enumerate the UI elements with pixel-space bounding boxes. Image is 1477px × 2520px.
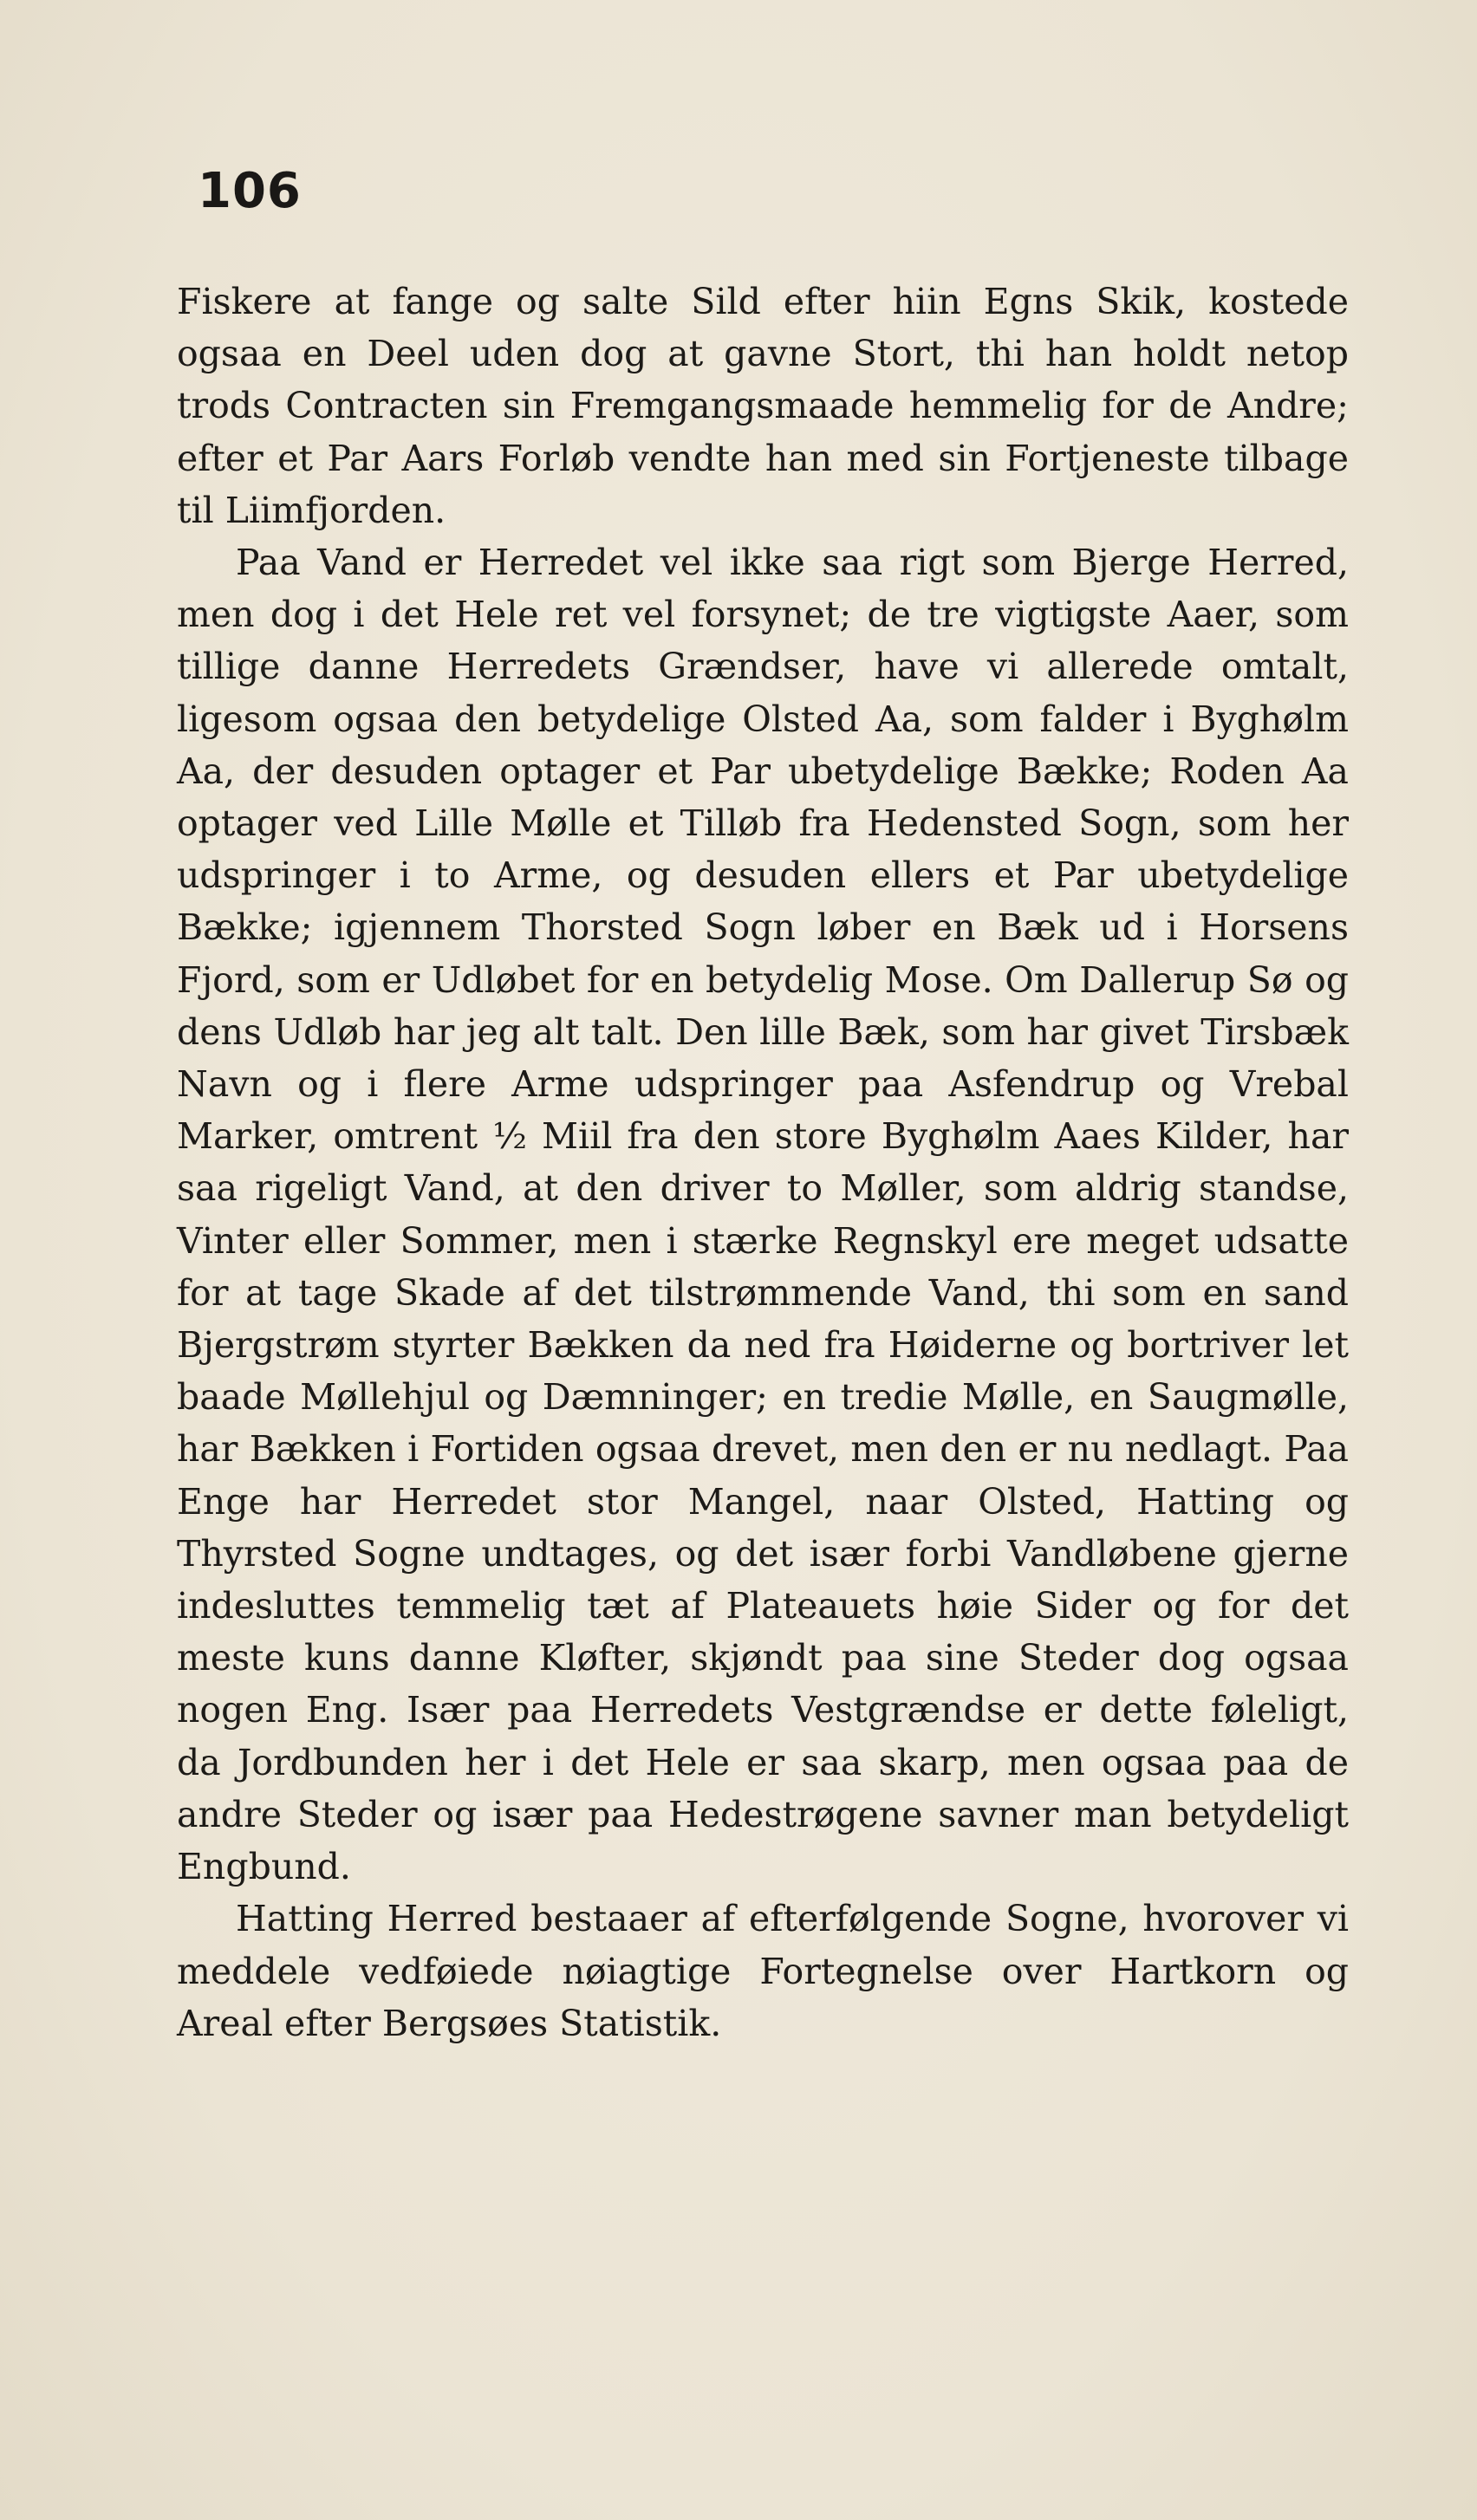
paragraph-3: Hatting Herred bestaaer af efterfølgende Sogne, hvorover vi meddele vedføiede nøiagtige Fortegnelse over Hartkorn og Areal efter Bergsøes Statistik. bbox=[177, 1898, 1349, 2044]
page-number: 106 bbox=[198, 163, 302, 219]
body-text bbox=[177, 276, 1349, 2049]
paragraph-1: Fiskere at fange og salte Sild efter hiin Egns Skik, kostede ogsaa en Deel uden dog at gavne Stort, thi han holdt netop trods Contracten sin Fremgangsmaade hemmelig for de Andre; efter et Par Aars Forløb vendte han med sin Fortjeneste tilbage til Liimfjorden. bbox=[177, 281, 1349, 531]
paragraph-2: Paa Vand er Herredet vel ikke saa rigt som Bjerge Herred, men dog i det Hele ret vel forsynet; de tre vigtigste Aaer, som tillige danne Herredets Grændser, have vi allerede omtalt, ligesom ogsaa den betydelige Olsted Aa, som falder i Byghølm Aa, der desuden optager et Par ubetydelige Bække; Roden Aa optager ved Lille Mølle et Tilløb fra Hedensted Sogn, som her udspringer i to Arme, og desuden ellers et Par ubetydelige Bække; igjennem Thorsted Sogn løber en Bæk ud i Horsens Fjord, som er Udløbet for en betydelig Mose. Om Dallerup Sø og dens Udløb har jeg alt talt. Den lille Bæk, som har givet Tirsbæk Navn og i flere Arme udspringer paa Asfendrup og Vrebal Marker, omtrent ½ Miil fra den store Byghølm Aaes Kilder, har saa rigeligt Vand, at den driver to Møller, som aldrig standse, Vinter eller Sommer, men i stærke Regnskyl ere meget udsatte for at tage Skade af det tilstrømmende Vand, thi som en sand Bjergstrøm styrter Bækken da ned fra Høiderne og bortriver let baade Møllehjul og Dæmninger; en tredie Mølle, en Saugmølle, har Bækken i Fortiden ogsaa drevet, men den er nu nedlagt. Paa Enge har Herredet stor Mangel, naar Olsted, Hatting og Thyrsted Sogne undtages, og det især forbi Vandløbene gjerne indesluttes temmelig tæt af Plateauets høie Sider og for det meste kuns danne Kløfter, skjøndt paa sine Steder dog ogsaa nogen Eng. Især paa Herredets Vestgrændse er dette føleligt, da Jordbunden her i det Hele er saa skarp, men ogsaa paa de andre Steder og især paa Hedestrøgene savner man betydeligt Engbund. bbox=[177, 542, 1349, 1888]
